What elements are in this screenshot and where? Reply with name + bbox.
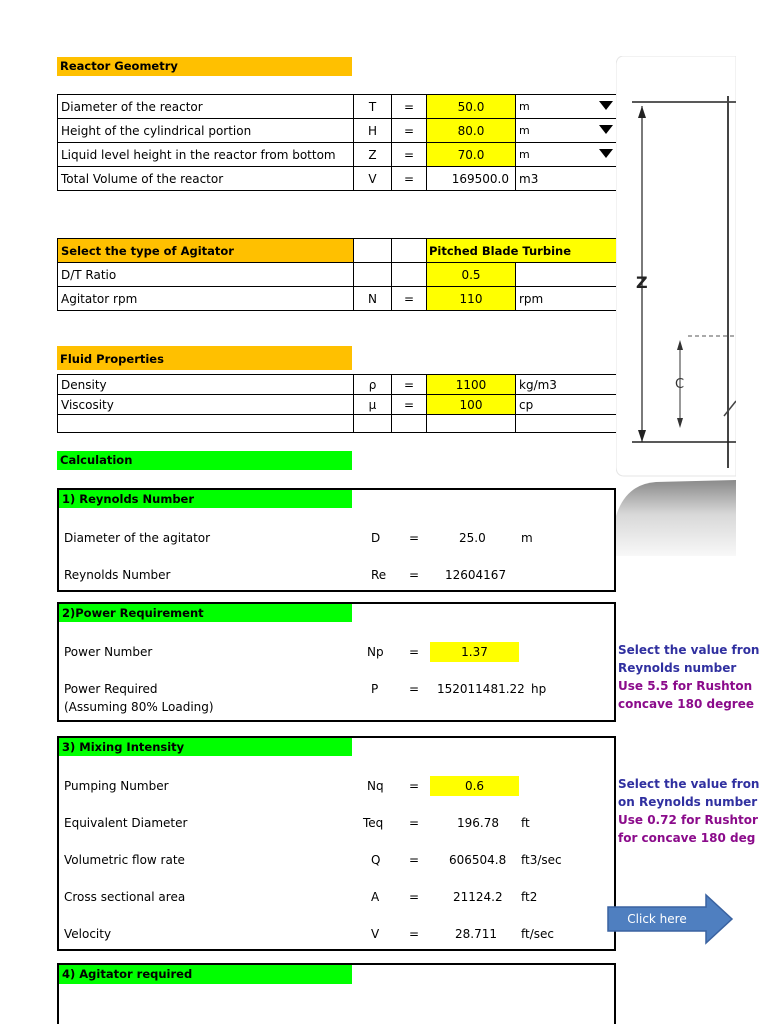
mixing-header: 3) Mixing Intensity	[59, 738, 352, 756]
table-row	[58, 263, 617, 287]
table-row	[64, 530, 614, 546]
table-row	[58, 239, 617, 263]
empty-cell	[58, 415, 354, 433]
table-row	[58, 287, 617, 311]
equivalent-diameter-value: 196.78	[457, 816, 499, 830]
dropdown-arrow-icon[interactable]	[599, 125, 613, 134]
empty-cell	[354, 415, 392, 433]
empty-cell	[392, 239, 427, 263]
row-label: Diameter of the agitator	[64, 531, 211, 545]
row-label: Volumetric flow rate	[64, 853, 185, 867]
liquid-level-input[interactable]: 70.0	[427, 143, 516, 167]
row-equals: =	[392, 287, 427, 311]
row-label: Viscosity	[58, 395, 354, 415]
row-label: Equivalent Diameter	[64, 816, 188, 830]
row-symbol: V	[371, 927, 380, 941]
row-symbol: Z	[354, 143, 392, 167]
diagram-shading	[616, 480, 736, 556]
table-row	[64, 889, 614, 905]
agitator-type-select[interactable]: Pitched Blade Turbine	[427, 239, 617, 263]
row-label: Cross sectional area	[64, 890, 186, 904]
row-symbol: Q	[371, 853, 381, 867]
note-line: for concave 180 deg	[618, 831, 756, 845]
agitator-type-header: Select the type of Agitator	[58, 239, 354, 263]
row-label: Height of the cylindrical portion	[58, 119, 354, 143]
height-input[interactable]: 80.0	[427, 119, 516, 143]
row-label: Diameter of the reactor	[58, 95, 354, 119]
agitator-diameter-value: 25.0	[459, 531, 486, 545]
table-row	[64, 778, 614, 794]
row-label: Total Volume of the reactor	[58, 167, 354, 191]
row-equals: =	[392, 95, 427, 119]
note-line: concave 180 degree	[618, 697, 754, 711]
table-row	[64, 681, 614, 697]
row-equals: =	[409, 779, 420, 793]
row-label: Pumping Number	[64, 779, 169, 793]
note-line: Select the value fron	[618, 643, 760, 657]
unit-value: m	[519, 100, 530, 113]
row-equals	[392, 263, 427, 287]
table-row	[64, 926, 614, 942]
reactor-geometry-table	[57, 94, 617, 191]
power-number-input[interactable]: 1.37	[430, 642, 519, 662]
reactor-diagram	[616, 56, 736, 556]
table-row	[58, 415, 617, 433]
total-volume-value: 169500.0	[427, 167, 516, 191]
density-input[interactable]: 1100	[427, 375, 516, 395]
table-row	[64, 852, 614, 868]
table-row	[58, 395, 617, 415]
row-equals: =	[392, 395, 427, 415]
unit-value: ft2	[521, 890, 538, 904]
unit-value: m3	[516, 167, 617, 191]
row-symbol: Teq	[363, 816, 384, 830]
row-equals: =	[409, 531, 420, 545]
empty-cell	[392, 415, 427, 433]
row-equals: =	[409, 682, 420, 696]
table-row	[58, 119, 617, 143]
row-equals: =	[409, 816, 420, 830]
row-label: Reynolds Number	[64, 568, 171, 582]
fluid-properties-header: Fluid Properties	[57, 346, 352, 370]
agitator-rpm-input[interactable]: 110	[427, 287, 516, 311]
table-row	[58, 95, 617, 119]
power-section	[57, 602, 616, 722]
row-symbol: Np	[367, 645, 384, 659]
diameter-input[interactable]: 50.0	[427, 95, 516, 119]
dropdown-arrow-icon[interactable]	[599, 101, 613, 110]
row-equals: =	[409, 645, 420, 659]
table-row	[58, 375, 617, 395]
unit-value: cp	[516, 395, 617, 415]
note-line: Reynolds number	[618, 661, 737, 675]
row-label: Liquid level height in the reactor from bottom	[58, 143, 354, 167]
click-here-button[interactable]	[606, 893, 734, 945]
table-row	[64, 567, 614, 583]
unit-value: m	[519, 124, 530, 137]
row-label: D/T Ratio	[58, 263, 354, 287]
empty-cell	[427, 415, 516, 433]
dropdown-arrow-icon[interactable]	[599, 149, 613, 158]
table-row	[64, 699, 614, 715]
row-label: Velocity	[64, 927, 112, 941]
row-equals: =	[392, 167, 427, 191]
table-row	[58, 167, 617, 191]
agitator-table	[57, 238, 617, 311]
row-label: Density	[58, 375, 354, 395]
unit-value: m	[519, 148, 530, 161]
note-line: Use 0.72 for Rushtor	[618, 813, 758, 827]
power-number-note	[618, 641, 759, 713]
unit-value: ft3/sec	[521, 853, 562, 867]
row-equals: =	[392, 119, 427, 143]
row-equals: =	[409, 853, 420, 867]
mixing-section	[57, 736, 616, 951]
flow-rate-value: 606504.8	[449, 853, 507, 867]
fluid-properties-table	[57, 374, 617, 433]
reynolds-section	[57, 488, 616, 592]
unit-value	[516, 263, 617, 287]
row-symbol: N	[354, 287, 392, 311]
unit-value: hp	[531, 682, 547, 696]
pumping-number-input[interactable]: 0.6	[430, 776, 519, 796]
unit-value: m	[521, 531, 533, 545]
unit-value: ft/sec	[521, 927, 554, 941]
row-sublabel: (Assuming 80% Loading)	[64, 700, 214, 714]
row-symbol: Nq	[367, 779, 384, 793]
unit-dropdown-height[interactable]	[516, 119, 617, 143]
row-symbol: D	[371, 531, 381, 545]
table-row	[64, 815, 614, 831]
empty-cell	[516, 415, 617, 433]
row-equals: =	[409, 568, 420, 582]
row-symbol: V	[354, 167, 392, 191]
viscosity-input[interactable]: 100	[427, 395, 516, 415]
row-label: Power Number	[64, 645, 153, 659]
note-line: Use 5.5 for Rushton	[618, 679, 753, 693]
row-label: Agitator rpm	[58, 287, 354, 311]
c-label: C	[675, 377, 685, 392]
power-required-value: 152011481.22	[437, 682, 525, 696]
row-symbol: ρ	[354, 375, 392, 395]
click-here-label: Click here	[627, 912, 687, 926]
row-symbol: H	[354, 119, 392, 143]
velocity-value: 28.711	[455, 927, 497, 941]
row-equals: =	[409, 927, 420, 941]
unit-dropdown-liquid-level[interactable]	[516, 143, 617, 167]
row-symbol	[354, 263, 392, 287]
table-row	[58, 143, 617, 167]
pumping-number-note	[618, 775, 759, 847]
unit-value: kg/m3	[516, 375, 617, 395]
unit-dropdown-diameter[interactable]	[516, 95, 617, 119]
unit-value: rpm	[516, 287, 617, 311]
empty-cell	[354, 239, 392, 263]
agitator-required-section	[57, 963, 616, 1024]
row-equals: =	[392, 375, 427, 395]
note-line: on Reynolds number	[618, 795, 758, 809]
unit-value: ft	[521, 816, 530, 830]
note-line: Select the value fron	[618, 777, 760, 791]
row-symbol: Re	[371, 568, 387, 582]
row-equals: =	[409, 890, 420, 904]
cross-section-value: 21124.2	[453, 890, 503, 904]
power-header: 2)Power Requirement	[59, 604, 352, 622]
dt-ratio-input[interactable]: 0.5	[427, 263, 516, 287]
row-label: Power Required	[64, 682, 158, 696]
row-symbol: T	[354, 95, 392, 119]
reynolds-header: 1) Reynolds Number	[59, 490, 352, 508]
reynolds-number-value: 12604167	[445, 568, 507, 582]
calculation-header: Calculation	[57, 451, 352, 470]
table-row	[64, 644, 614, 660]
z-label: Z	[636, 273, 648, 292]
row-symbol: μ	[354, 395, 392, 415]
row-symbol: P	[371, 682, 379, 696]
reactor-geometry-header: Reactor Geometry	[57, 57, 352, 76]
row-symbol: A	[371, 890, 380, 904]
agitator-required-header: 4) Agitator required	[59, 965, 352, 984]
row-equals: =	[392, 143, 427, 167]
